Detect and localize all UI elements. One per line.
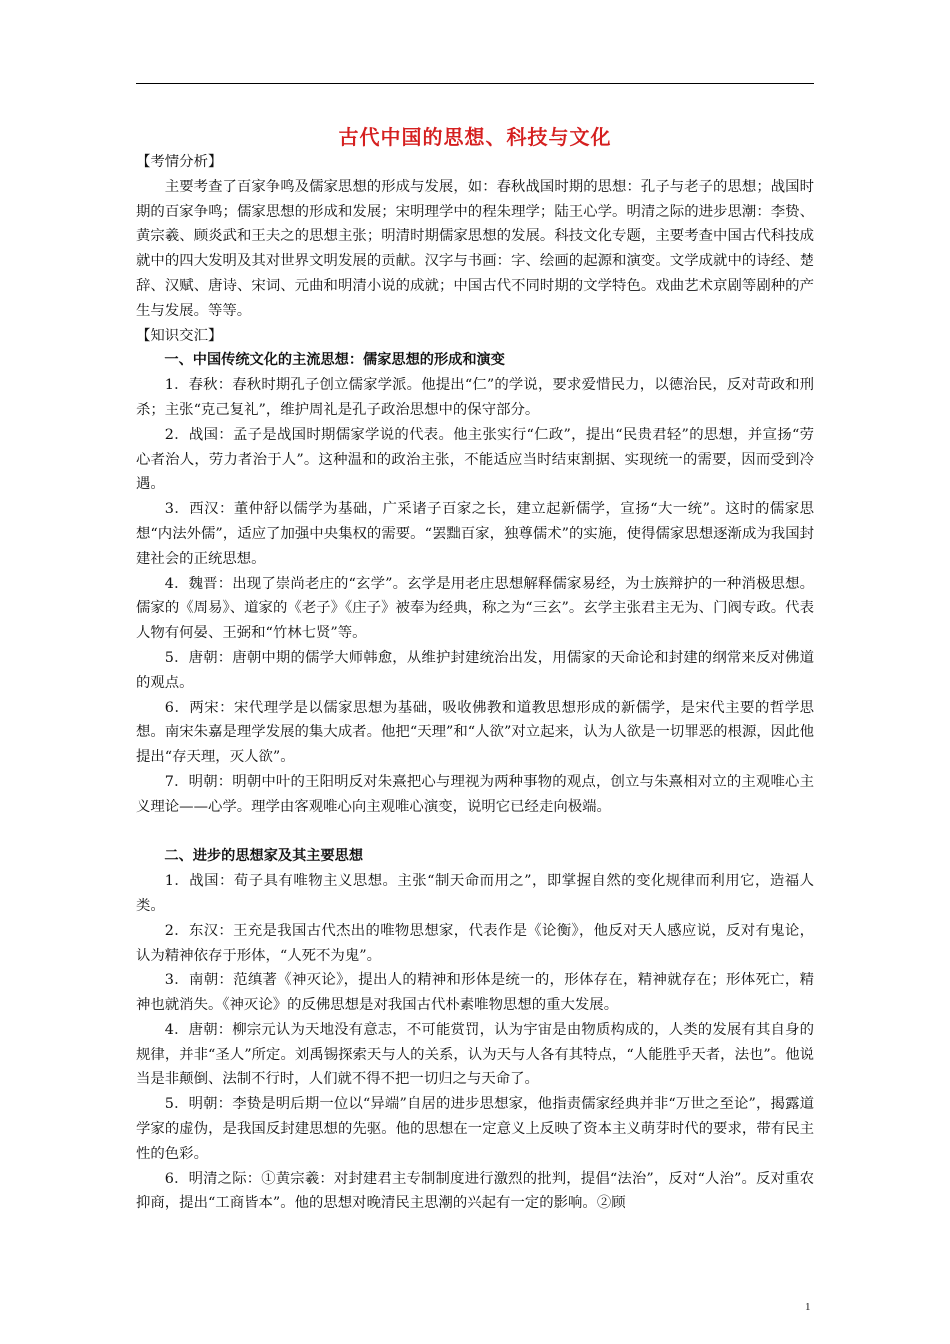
list-item: 5．唐朝：唐朝中期的儒学大师韩愈，从维护封建统治出发，用儒家的天命论和封建的纲常来反对佛道的观点。 bbox=[136, 649, 814, 691]
analysis-tag: 【考情分析】 bbox=[136, 154, 223, 170]
document-body bbox=[136, 150, 814, 1216]
list-item: 2．战国：孟子是战国时期儒家学说的代表。他主张实行“仁政”，提出“民贵君轻”的思想，并宣扬“劳心者治人，劳力者治于人”。这种温和的政治主张，不能适应当时结束割据、实现统一的需要，因而受到冷遇。 bbox=[136, 426, 814, 493]
list-item: 5．明朝：李贽是明后期一位以“异端”自居的进步思想家，他指责儒家经典并非“万世之至论”，揭露道学家的虚伪，是我国反封建思想的先驱。他的思想在一定意义上反映了资本主义萌芽时代的要求，带有民主性的色彩。 bbox=[136, 1096, 814, 1162]
analysis-paragraph: 主要考查了百家争鸣及儒家思想的形成与发展，如：春秋战国时期的思想：孔子与老子的思想；战国时期的百家争鸣；儒家思想的形成和发展；宋明理学中的程朱理学；陆王心学。明清之际的进步思潮：李贽、黄宗羲、顾炎武和王夫之的思想主张；明清时期儒家思想的发展。科技文化专题，主要考查中国古代科技成就中的四大发明及其对世界文明发展的贡献。汉字与书画：字、绘画的起源和演变。文学成就中的诗经、楚辞、汉赋、唐诗、宋词、元曲和明清小说的成就；中国古代不同时期的文学特色。戏曲艺术京剧等剧种的产生与发展。等等。 bbox=[136, 178, 814, 319]
section-gap bbox=[136, 820, 814, 845]
list-item: 6．明清之际：①黄宗羲：对封建君主专制制度进行激烈的批判，提倡“法治”，反对“人治”。反对重农抑商，提出“工商皆本”。他的思想对晚清民主思潮的兴起有一定的影响。②顾 bbox=[136, 1170, 814, 1212]
page-title: 古代中国的思想、科技与文化 bbox=[338, 125, 612, 149]
header-rule bbox=[136, 83, 814, 84]
list-item: 1．春秋：春秋时期孔子创立儒家学派。他提出“仁”的学说，要求爱惜民力，以德治民，反对苛政和刑杀；主张“克己复礼”，维护周礼是孔子政治思想中的保守部分。 bbox=[136, 377, 814, 418]
section-heading-1: 一、中国传统文化的主流思想：儒家思想的形成和演变 bbox=[164, 352, 505, 369]
list-item: 6．两宋：宋代理学是以儒家思想为基础，吸收佛教和道教思想形成的新儒学，是宋代主要的哲学思想。南宋朱嘉是理学发展的集大成者。他把“天理”和“人欲”对立起来，认为人欲是一切罪恶的根源，因此他提出“存天理，灭人欲”。 bbox=[136, 699, 814, 766]
list-item: 7．明朝：明朝中叶的王阳明反对朱熹把心与理视为两种事物的观点，创立与朱熹相对立的主观唯心主义理论——心学。理学由客观唯心向主观唯心演变，说明它已经走向极端。 bbox=[136, 773, 814, 815]
list-item: 1．战国：荀子具有唯物主义思想。主张“制天命而用之”，即掌握自然的变化规律而利用它，造福人类。 bbox=[136, 873, 814, 914]
page-number: 1 bbox=[805, 1301, 811, 1313]
list-item: 3．西汉：董仲舒以儒学为基础，广采诸子百家之长，建立起新儒学，宣扬“大一统”。这时的儒家思想“内法外儒”，适应了加强中央集权的需要。“罢黜百家，独尊儒术”的实施，使得儒家思想逐渐成为我国封建社会的正统思想。 bbox=[136, 501, 814, 567]
knowledge-tag: 【知识交汇】 bbox=[136, 327, 223, 344]
list-item: 3．南朝：范缜著《神灭论》，提出人的精神和形体是统一的，形体存在，精神就存在；形体死亡，精神也就消失。《神灭论》的反佛思想是对我国古代朴素唯物思想的重大发展。 bbox=[136, 972, 814, 1014]
section-heading-2: 二、进步的思想家及其主要思想 bbox=[164, 848, 364, 865]
list-item: 4．魏晋：出现了崇尚老庄的“玄学”。玄学是用老庄思想解释儒家易经，为士族辩护的一种消极思想。儒家的《周易》、道家的《老子》《庄子》被奉为经典，称之为“三玄”。玄学主张君主无为、门阀专政。代表人物有何晏、王弼和“竹林七贤”等。 bbox=[136, 575, 814, 642]
list-item: 4．唐朝：柳宗元认为天地没有意志，不可能赏罚，认为宇宙是由物质构成的，人类的发展有其自身的规律，并非“圣人”所定。刘禹锡探索天与人的关系，认为天与人各有其特点，“人能胜乎天者，法也”。他说当是非颠倒、法制不行时，人们就不得不把一切归之与天命了。 bbox=[136, 1021, 814, 1088]
list-item: 2．东汉：王充是我国古代杰出的唯物思想家，代表作是《论衡》，他反对天人感应说，反对有鬼论，认为精神依存于形体，“人死不为鬼”。 bbox=[136, 922, 814, 964]
